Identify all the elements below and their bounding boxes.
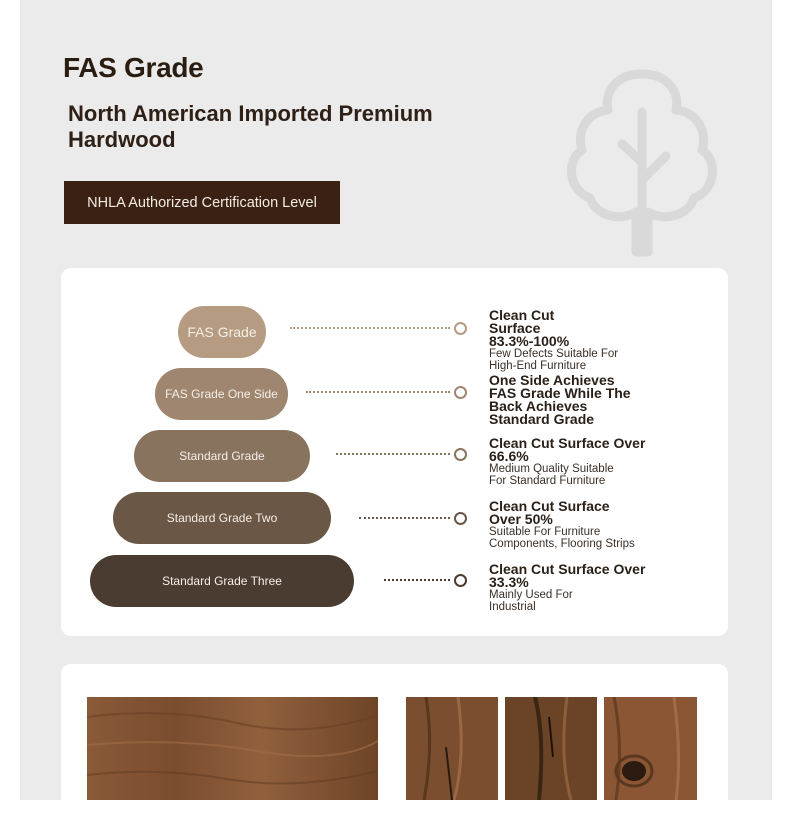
page-title: FAS Grade [63, 52, 204, 83]
grade-pill-fas: FAS Grade [178, 306, 266, 358]
leader-line [336, 453, 450, 455]
marker-ring [454, 512, 467, 525]
grade-description [489, 500, 659, 550]
grade-description [489, 563, 659, 613]
grade-detail: Few Defects Suitable For High-End Furniture [489, 348, 619, 372]
grade-description [489, 309, 659, 372]
wood-sample-image [87, 697, 378, 800]
grade-pill-standard-two: Standard Grade Two [113, 492, 331, 544]
grade-pill-standard: Standard Grade [134, 430, 310, 482]
grade-description [489, 437, 659, 487]
grade-heading: Clean Cut Surface Over 50% [489, 498, 610, 527]
page-subtitle: North American Imported Premium Hardwood [68, 101, 433, 152]
grade-detail: Suitable For Furniture Components, Flooring Strips [489, 526, 635, 550]
leader-line [290, 327, 450, 329]
grade-detail: Mainly Used For Industrial [489, 589, 573, 613]
grade-heading: Clean Cut Surface 83.3%-100% [489, 307, 570, 349]
grade-detail: Medium Quality Suitable For Standard Furniture [489, 463, 614, 487]
grade-heading: One Side Achieves FAS Grade While The Back Achieves Standard Grade [489, 372, 631, 427]
grade-description [489, 374, 659, 426]
wood-sample-image [604, 697, 697, 800]
wood-sample-image [505, 697, 597, 800]
grade-pill-standard-three: Standard Grade Three [90, 555, 354, 607]
marker-ring [454, 386, 467, 399]
grade-pill-fas-one-side: FAS Grade One Side [155, 368, 288, 420]
leader-line [306, 391, 450, 393]
leader-line [359, 517, 450, 519]
leader-line [384, 579, 450, 581]
grade-heading: Clean Cut Surface Over 66.6% [489, 435, 646, 464]
certification-badge: NHLA Authorized Certification Level [64, 181, 340, 224]
tree-icon [556, 52, 728, 262]
marker-ring [454, 448, 467, 461]
grade-heading: Clean Cut Surface Over 33.3% [489, 561, 646, 590]
marker-ring [454, 574, 467, 587]
marker-ring [454, 322, 467, 335]
wood-sample-image [406, 697, 498, 800]
